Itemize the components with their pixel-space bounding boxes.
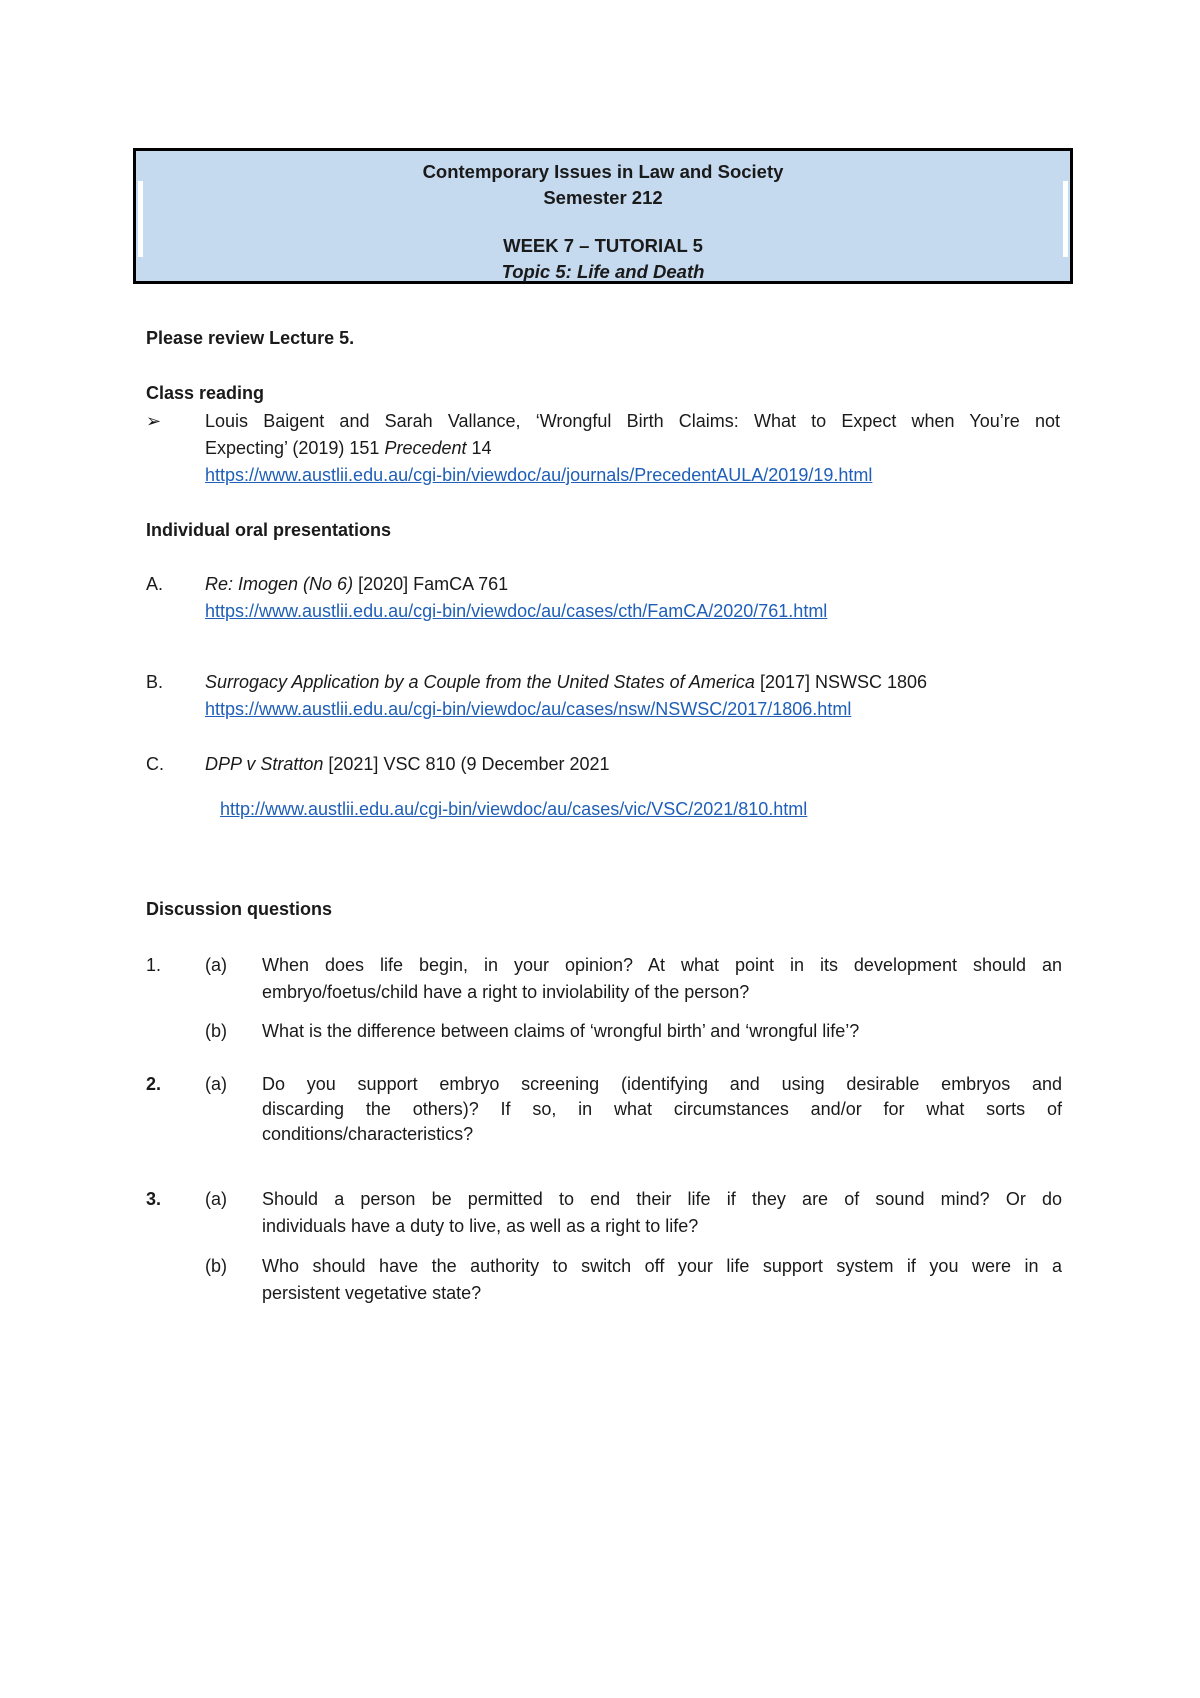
question-2a-line1: Do you support embryo screening (identifying and using desirable embryos and xyxy=(262,1074,1062,1094)
question-1a-line2: embryo/foetus/child have a right to inviolability of the person? xyxy=(262,982,750,1002)
reading-link[interactable]: https://www.austlii.edu.au/cgi-bin/viewdoc/au/journals/PrecedentAULA/2019/19.html xyxy=(205,465,873,485)
header-left-mark xyxy=(138,181,143,257)
question-number-2: 2. xyxy=(146,1074,162,1094)
bullet-arrow-icon: ➢ xyxy=(146,411,162,431)
question-3b-line2: persistent vegetative state? xyxy=(262,1283,482,1303)
reading-citation-text: Expecting’ (2019) 151 xyxy=(205,438,385,458)
case-link-c[interactable]: http://www.austlii.edu.au/cgi-bin/viewdoc/au/cases/vic/VSC/2021/810.html xyxy=(220,799,808,819)
reading-journal: Precedent xyxy=(384,438,467,458)
question-2a-line3: conditions/characteristics? xyxy=(262,1124,474,1144)
question-number-3: 3. xyxy=(146,1189,162,1209)
reading-citation-line1: Louis Baigent and Sarah Vallance, ‘Wrongful Birth Claims: What to Expect when You’re not xyxy=(205,411,1060,431)
question-3b-label: (b) xyxy=(205,1256,227,1276)
case-title-b: Surrogacy Application by a Couple from the United States of America xyxy=(205,672,755,692)
presentation-c xyxy=(205,751,610,777)
question-2a-label: (a) xyxy=(205,1074,227,1094)
semester: Semester 212 xyxy=(543,187,663,208)
presentation-a xyxy=(205,571,508,597)
question-3a-line1: Should a person be permitted to end their life if they are of sound mind? Or do xyxy=(262,1189,1062,1209)
question-1a-label: (a) xyxy=(205,955,227,975)
review-note: Please review Lecture 5. xyxy=(146,328,355,348)
case-citation-b: [2017] NSWSC 1806 xyxy=(754,672,928,692)
presentation-letter-c: C. xyxy=(146,754,164,774)
header-box xyxy=(133,148,1073,284)
topic-title: Topic 5: Life and Death xyxy=(501,261,705,282)
question-number-1: 1. xyxy=(146,955,162,975)
question-2a-line2: discarding the others)? If so, in what circumstances and/or for what sorts of xyxy=(262,1099,1062,1119)
discussion-heading: Discussion questions xyxy=(146,899,333,919)
presentation-letter-a: A. xyxy=(146,574,164,594)
question-1a-line1: When does life begin, in your opinion? At what point in its development should an xyxy=(262,955,1062,975)
question-1b-label: (b) xyxy=(205,1021,227,1041)
presentation-b xyxy=(205,669,927,695)
question-3a-label: (a) xyxy=(205,1189,227,1209)
case-link-a[interactable]: https://www.austlii.edu.au/cgi-bin/viewdoc/au/cases/cth/FamCA/2020/761.html xyxy=(205,601,828,621)
question-3b-line1: Who should have the authority to switch off your life support system if you were in a xyxy=(262,1256,1062,1276)
case-link-b[interactable]: https://www.austlii.edu.au/cgi-bin/viewdoc/au/cases/nsw/NSWSC/2017/1806.html xyxy=(205,699,852,719)
case-title-c: DPP v Stratton xyxy=(205,754,324,774)
question-1b-line1: What is the difference between claims of ‘wrongful birth’ and ‘wrongful life’? xyxy=(262,1021,860,1041)
course-title: Contemporary Issues in Law and Society xyxy=(422,161,784,182)
case-title-a: Re: Imogen (No 6) xyxy=(205,574,354,594)
presentation-letter-b: B. xyxy=(146,672,164,692)
reading-citation-line2 xyxy=(205,435,1060,461)
reading-page: 14 xyxy=(466,438,492,458)
header-right-mark xyxy=(1063,181,1068,257)
presentations-heading: Individual oral presentations xyxy=(146,520,392,540)
case-citation-a: [2020] FamCA 761 xyxy=(353,574,509,594)
case-citation-c: [2021] VSC 810 (9 December 2021 xyxy=(323,754,610,774)
class-reading-heading: Class reading xyxy=(146,383,265,403)
week-title: WEEK 7 – TUTORIAL 5 xyxy=(503,235,703,256)
question-3a-line2: individuals have a duty to live, as well as a right to life? xyxy=(262,1216,699,1236)
